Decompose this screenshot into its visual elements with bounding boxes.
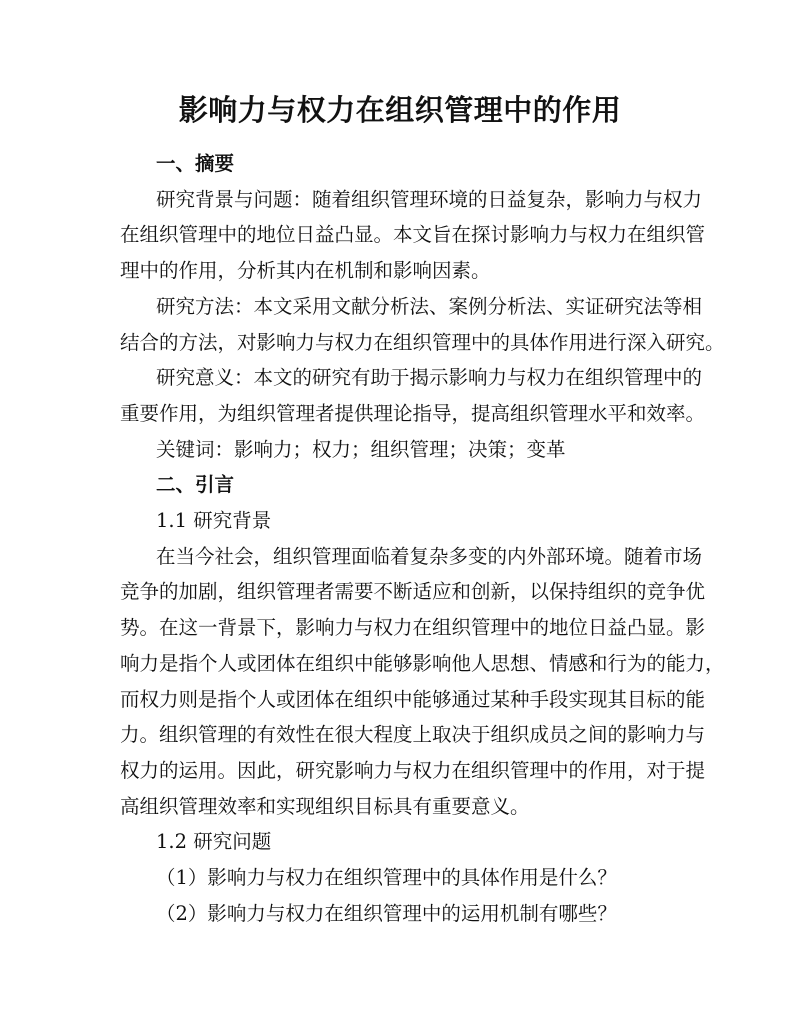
paragraph-research-background: [120, 539, 725, 825]
paragraph-method: [120, 289, 725, 360]
research-question-1: （1）影响力与权力在组织管理中的具体作用是什么？: [156, 866, 617, 890]
paragraph-background: [120, 182, 706, 289]
text-line: 重要作用，为组织管理者提供理论指导，提高组织管理水平和效率。: [120, 401, 706, 425]
subheading-1-2: 1.2 研究问题: [156, 830, 272, 854]
heading-abstract: 一、摘要: [156, 152, 235, 175]
text-line: 理中的作用，分析其内在机制和影响因素。: [120, 259, 491, 283]
text-line: 高组织管理效率和实现组织目标具有重要意义。: [120, 794, 530, 818]
research-question-2: （2）影响力与权力在组织管理中的运用机制有哪些？: [156, 901, 617, 925]
text-line: 而权力则是指个人或团体在组织中能够通过某种手段实现其目标的能: [120, 687, 706, 711]
text-line: 在组织管理中的地位日益凸显。本文旨在探讨影响力与权力在组织管: [120, 223, 706, 247]
text-line: 响力是指个人或团体在组织中能够影响他人思想、情感和行为的能力，: [120, 651, 725, 675]
text-line: 力。组织管理的有效性在很大程度上取决于组织成员之间的影响力与: [120, 723, 706, 747]
text-line: 权力的运用。因此，研究影响力与权力在组织管理中的作用，对于提: [120, 758, 706, 782]
text-line: 竞争的加剧，组织管理者需要不断适应和创新，以保持组织的竞争优: [120, 580, 706, 604]
keywords: 关键词：影响力；权力；组织管理；决策；变革: [156, 437, 566, 461]
text-line: 在当今社会，组织管理面临着复杂多变的内外部环境。随着市场: [156, 544, 703, 568]
subheading-1-1: 1.1 研究背景: [156, 509, 272, 533]
document-title: 影响力与权力在组织管理中的作用: [178, 93, 622, 127]
paragraph-significance: [120, 360, 706, 431]
text-line: 研究意义：本文的研究有助于揭示影响力与权力在组织管理中的: [156, 366, 703, 390]
text-line: 研究背景与问题：随着组织管理环境的日益复杂，影响力与权力: [156, 187, 703, 211]
text-line: 结合的方法，对影响力与权力在组织管理中的具体作用进行深入研究。: [120, 330, 725, 354]
document-body: [120, 146, 725, 931]
text-line: 势。在这一背景下，影响力与权力在组织管理中的地位日益凸显。影: [120, 616, 706, 640]
text-line: 研究方法：本文采用文献分析法、案例分析法、实证研究法等相: [156, 294, 703, 318]
heading-introduction: 二、引言: [156, 473, 235, 497]
